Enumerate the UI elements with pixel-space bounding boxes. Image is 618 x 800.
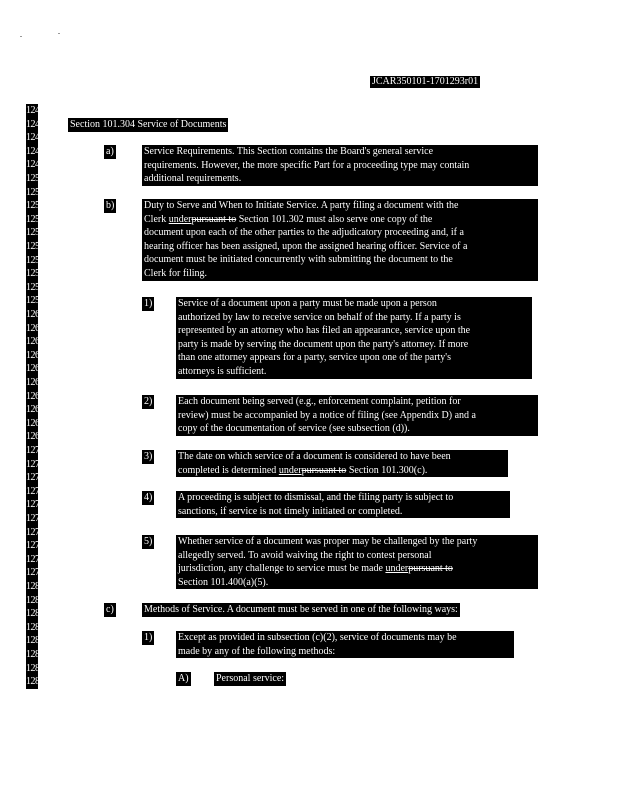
item-b1-label: 1)	[144, 298, 153, 309]
line-number: 1273	[26, 485, 44, 497]
item-b3-label: 3)	[144, 451, 153, 462]
line-number: 1262	[26, 336, 44, 348]
line-number: 1279	[26, 567, 44, 579]
subsection-a-label: a)	[106, 146, 114, 157]
subsection-c-text: Methods of Service. A document must be served in one of the following ways:	[144, 604, 458, 615]
item-b2-label: 2)	[144, 396, 153, 407]
item-b2-text	[176, 395, 538, 436]
text-line: The date on which service of a document is considered to have been	[178, 451, 451, 462]
line-number: 1256	[26, 254, 44, 266]
line-number: 1285	[26, 649, 44, 660]
line-number: 1264	[26, 363, 44, 375]
line-number: 1266	[26, 390, 44, 402]
text-run: jurisdiction, any challenge to service must be made	[178, 563, 386, 575]
text-line: Except as provided in subsection (c)(2), service of documents may be	[178, 632, 457, 643]
item-c1-text	[176, 631, 514, 658]
line-number: 1270	[26, 445, 44, 456]
line-number: 1269	[26, 431, 44, 443]
inserted-text: under	[168, 213, 192, 225]
scan-speck	[20, 36, 22, 37]
text-line: document upon each of the other parties to the adjudicatory proceeding and, if a	[144, 227, 464, 239]
item-b3-text	[176, 450, 508, 477]
text-line: review) must be accompanied by a notice of filing (see Appendix D) and a	[178, 409, 476, 421]
line-number: 1284	[26, 635, 44, 647]
text-run: Section 101.300(c).	[346, 464, 428, 476]
line-number: 1249	[26, 159, 44, 171]
line-number: 1255	[26, 241, 44, 252]
line-number: 1245	[26, 105, 44, 116]
text-line: allegedly served. To avoid waiving the right to contest personal	[178, 549, 432, 561]
line-number: 1287	[26, 676, 44, 688]
line-number: 1274	[26, 499, 44, 511]
text-line: authorized by law to receive service on behalf of the party. If a party is	[178, 311, 461, 323]
line-number: 1281	[26, 594, 44, 606]
text-line: represented by an attorney who has filed an appearance, service upon the	[178, 325, 471, 337]
item-b1-text	[176, 297, 532, 379]
text-line: Whether service of a document was proper may be challenged by the party	[178, 536, 478, 547]
item-cA-label: A)	[178, 673, 189, 684]
text-line: than one attorney appears for a party, service upon one of the party's	[178, 352, 451, 364]
line-number: 1251	[26, 186, 44, 198]
text-line: Clerk for filing.	[144, 267, 208, 279]
item-b5-text	[176, 535, 538, 589]
deleted-text: pursuant to	[408, 563, 453, 575]
line-number: 1263	[26, 349, 44, 361]
text-run: Clerk	[144, 213, 169, 225]
line-number: 1278	[26, 553, 44, 565]
line-number: 1246	[26, 118, 44, 130]
scan-speck	[58, 33, 60, 34]
line-number: 1271	[26, 458, 44, 470]
item-b5-label: 5)	[144, 536, 153, 547]
line-number: 1267	[26, 404, 44, 416]
text-line: A proceeding is subject to dismissal, and the filing party is subject to	[178, 492, 454, 503]
inserted-text: under	[385, 563, 409, 575]
line-number: 1286	[26, 662, 44, 674]
line-number: 1257	[26, 268, 44, 280]
text-line: Each document being served (e.g., enforcement complaint, petition for	[178, 396, 461, 407]
subsection-a-text	[142, 145, 538, 186]
text-line: attorneys is sufficient.	[178, 365, 267, 377]
text-line: Section 101.400(a)(5).	[178, 576, 269, 588]
document-code: JCAR350101-1701293r01	[372, 76, 479, 87]
subsection-b-label: b)	[106, 200, 115, 211]
line-number: 1272	[26, 472, 44, 484]
line-number: 1259	[26, 295, 44, 307]
deleted-text: pursuant to	[191, 213, 237, 225]
inserted-text: under	[278, 464, 302, 476]
text-line	[144, 213, 536, 227]
deleted-text: pursuant to	[301, 464, 347, 476]
text-line: Service of a document upon a party must be made upon a person	[178, 298, 437, 309]
line-number: 1260	[26, 309, 44, 320]
text-line: additional requirements.	[144, 173, 242, 185]
line-number: 1282	[26, 608, 44, 620]
text-line: party is made by serving the document upon the party's attorney. If more	[178, 338, 469, 350]
text-line: sanctions, if service is not timely initiated or completed.	[178, 505, 403, 517]
text-line	[178, 562, 536, 576]
item-cA-text: Personal service:	[216, 673, 285, 684]
line-number: 1283	[26, 621, 44, 633]
text-line: requirements. However, the more specific Part for a proceeding type may contain	[144, 159, 470, 171]
line-number: 1248	[26, 145, 44, 157]
subsection-c-label: c)	[106, 604, 114, 615]
text-run: Section 101.302 must also serve one copy of the	[236, 213, 433, 225]
line-number: 1247	[26, 132, 44, 144]
line-number: 1265	[26, 377, 44, 388]
line-number: 1261	[26, 322, 44, 334]
line-number: 1280	[26, 581, 44, 592]
text-line: Duty to Serve and When to Initiate Service. A party filing a document with the	[144, 200, 459, 211]
text-line	[178, 464, 506, 478]
line-number: 1252	[26, 200, 44, 212]
line-number: 1276	[26, 526, 44, 538]
item-c1-label: 1)	[144, 632, 153, 643]
text-line: Service Requirements. This Section contains the Board's general service	[144, 146, 434, 157]
text-line: made by any of the following methods:	[178, 645, 336, 657]
line-number: 1268	[26, 417, 44, 429]
line-number: 1253	[26, 213, 44, 225]
section-title: Section 101.304 Service of Documents	[70, 119, 227, 130]
item-b4-text	[176, 491, 510, 518]
text-line: hearing officer has been assigned, upon the assigned hearing officer. Service of a	[144, 240, 468, 252]
subsection-b-text	[142, 199, 538, 281]
line-number: 1258	[26, 281, 44, 293]
line-number: 1254	[26, 227, 44, 239]
text-run: completed is determined	[178, 464, 279, 476]
line-number: 1277	[26, 540, 44, 552]
item-b4-label: 4)	[144, 492, 153, 503]
text-line: copy of the documentation of service (see subsection (d)).	[178, 423, 410, 435]
line-number: 1275	[26, 513, 44, 524]
text-line: document must be initiated concurrently with submitting the document to the	[144, 254, 453, 266]
line-number: 1250	[26, 173, 44, 184]
